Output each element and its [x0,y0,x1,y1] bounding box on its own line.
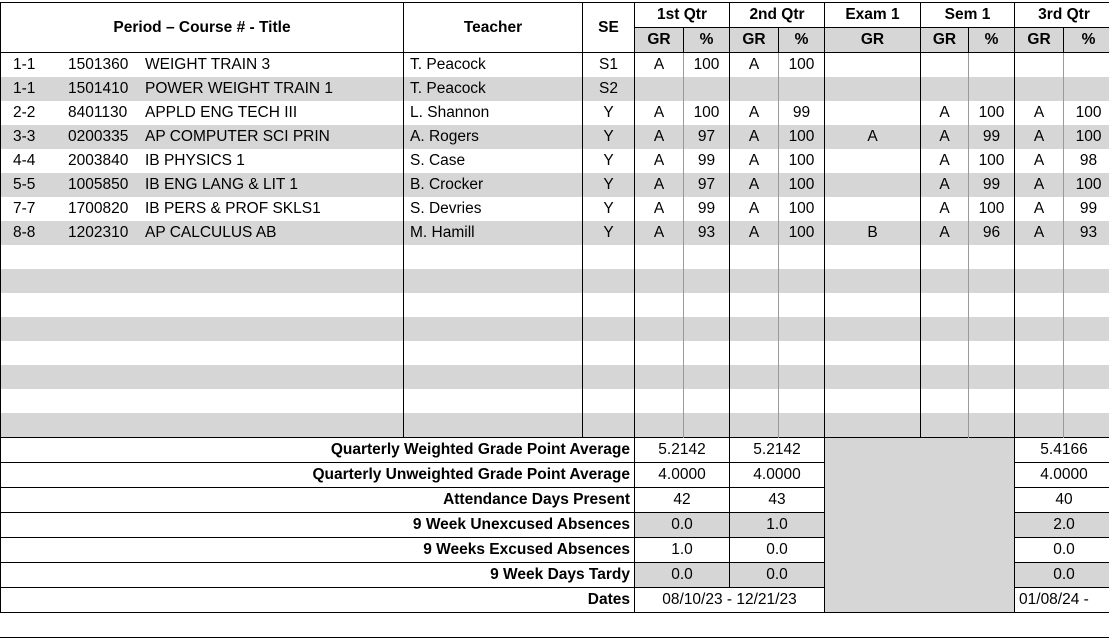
teacher-cell: M. Hamill [404,221,583,245]
course-cell [1,413,404,438]
q1-grade-cell [635,269,684,293]
q2-grade-cell [730,341,779,365]
course-number: 1005850 [68,176,129,193]
summary-label: Quarterly Unweighted Grade Point Average [1,463,635,488]
teacher-cell [404,365,583,389]
exam1-grade-cell [825,389,921,413]
sem1-percent-cell: 99 [969,173,1015,197]
summary-q3-value: 0.0 [1015,563,1109,588]
sem1-percent-cell [969,413,1015,438]
sem1-grade-cell: A [921,101,969,125]
q1-header: 1st Qtr [635,3,730,28]
blank-row [1,389,1109,413]
se-header: SE [583,3,635,53]
summary-label: Quarterly Weighted Grade Point Average [1,438,635,463]
summary-label: Attendance Days Present [1,488,635,513]
sem1-percent-cell [969,341,1015,365]
exam1-grade-cell [825,53,921,78]
sem1-grade-cell: A [921,197,969,221]
course-title: AP COMPUTER SCI PRIN [145,128,330,145]
sem1-grade-cell: A [921,149,969,173]
q1-percent-cell: 99 [684,149,730,173]
course-row [1,77,1109,101]
q3-grade-cell: A [1015,197,1064,221]
course-cell [1,365,404,389]
q1-grade-cell: A [635,149,684,173]
course-cell [1,317,404,341]
se-cell [583,413,635,438]
period: 2-2 [13,104,36,121]
q3-percent-cell [1064,269,1109,293]
q2-grade-cell: A [730,101,779,125]
grades-body [1,53,1109,438]
teacher-cell [404,341,583,365]
summary-q2-value: 0.0 [730,563,825,588]
course-number: 8401130 [68,104,128,121]
exam1-grade-cell [825,101,921,125]
q3-percent-cell [1064,341,1109,365]
course-row [1,149,1109,173]
exam1-header: Exam 1 [825,3,921,28]
q2-percent-cell [779,413,825,438]
se-cell: Y [583,197,635,221]
sem1-grade-cell [921,341,969,365]
se-cell [583,245,635,269]
q1-percent-cell: 93 [684,221,730,245]
course-number: 1501360 [68,56,129,73]
dates-q3-value: 01/08/24 - [1015,588,1109,613]
exam1-grade-cell [825,269,921,293]
sem1-percent-cell [969,317,1015,341]
period: 3-3 [13,128,36,145]
grades-table [0,2,1109,613]
se-cell: Y [583,101,635,125]
q1-grade-cell: A [635,173,684,197]
q2-grade-cell: A [730,149,779,173]
q2-pct-header: % [779,28,825,53]
q3-grade-cell [1015,245,1064,269]
exam1-grade-cell: A [825,125,921,149]
summary-q1-value: 42 [635,488,730,513]
course-row [1,125,1109,149]
course-cell [1,125,404,149]
summary-q2-value: 1.0 [730,513,825,538]
q1-percent-cell [684,413,730,438]
q2-percent-cell: 100 [779,53,825,78]
q2-grade-cell: A [730,53,779,78]
q1-percent-cell: 97 [684,173,730,197]
q1-percent-cell: 97 [684,125,730,149]
q3-percent-cell: 99 [1064,197,1109,221]
period: 1-1 [13,80,36,97]
summary-q1-value: 4.0000 [635,463,730,488]
course-cell [1,221,404,245]
q2-percent-cell [779,269,825,293]
teacher-cell [404,413,583,438]
q1-grade-cell [635,389,684,413]
q2-percent-cell: 100 [779,173,825,197]
q3-grade-cell: A [1015,173,1064,197]
teacher-cell: A. Rogers [404,125,583,149]
q1-percent-cell [684,317,730,341]
q3-percent-cell [1064,317,1109,341]
q1-grade-cell: A [635,101,684,125]
se-cell: S2 [583,77,635,101]
course-cell [1,269,404,293]
se-cell [583,293,635,317]
course-row [1,197,1109,221]
blank-row [1,269,1109,293]
sem1-grade-cell [921,269,969,293]
summary-q1-value: 0.0 [635,563,730,588]
q2-grade-cell [730,293,779,317]
summary-label: 9 Week Unexcused Absences [1,513,635,538]
course-title: IB PHYSICS 1 [145,152,245,169]
sem1-grade-cell [921,365,969,389]
se-cell: Y [583,125,635,149]
course-title: AP CALCULUS AB [145,224,277,241]
teacher-cell: L. Shannon [404,101,583,125]
q1-pct-header: % [684,28,730,53]
q3-percent-cell: 100 [1064,173,1109,197]
sem1-percent-cell: 100 [969,101,1015,125]
course-cell [1,149,404,173]
q2-grade-cell [730,413,779,438]
teacher-cell: S. Devries [404,197,583,221]
course-cell [1,101,404,125]
q1-percent-cell: 99 [684,197,730,221]
q2-percent-cell [779,389,825,413]
course-cell [1,173,404,197]
se-cell [583,269,635,293]
q3-gr-header: GR [1015,28,1064,53]
course-title: APPLD ENG TECH III [145,104,298,121]
q1-grade-cell: A [635,53,684,78]
blank-row [1,341,1109,365]
summary-q1-value: 1.0 [635,538,730,563]
q3-grade-cell [1015,269,1064,293]
period: 4-4 [13,152,36,169]
period: 1-1 [13,56,36,73]
exam1-grade-cell [825,173,921,197]
q3-percent-cell: 100 [1064,125,1109,149]
teacher-cell [404,269,583,293]
q2-percent-cell: 99 [779,101,825,125]
summary-gap-block [825,438,1015,613]
blank-row [1,293,1109,317]
q1-grade-cell [635,77,684,101]
sem1-percent-cell [969,389,1015,413]
q2-percent-cell [779,365,825,389]
summary-q3-value: 2.0 [1015,513,1109,538]
q2-grade-cell [730,77,779,101]
teacher-cell: B. Crocker [404,173,583,197]
summary-q3-value: 4.0000 [1015,463,1109,488]
q3-percent-cell [1064,53,1109,78]
q2-grade-cell: A [730,125,779,149]
blank-row [1,413,1109,438]
teacher-header: Teacher [404,3,583,53]
q2-percent-cell: 100 [779,149,825,173]
exam1-grade-cell: B [825,221,921,245]
q3-percent-cell [1064,77,1109,101]
se-cell: Y [583,221,635,245]
course-row [1,221,1109,245]
q1-grade-cell [635,341,684,365]
course-row [1,173,1109,197]
q2-header: 2nd Qtr [730,3,825,28]
summary-q2-value: 5.2142 [730,438,825,463]
sem1-percent-cell [969,269,1015,293]
q1-grade-cell: A [635,221,684,245]
q3-grade-cell: A [1015,125,1064,149]
period: 8-8 [13,224,36,241]
sem1-percent-cell [969,293,1015,317]
summary-q1-value: 5.2142 [635,438,730,463]
exam1-gr-header: GR [825,28,921,53]
q3-pct-header: % [1064,28,1109,53]
q3-grade-cell [1015,365,1064,389]
q1-percent-cell [684,365,730,389]
sem1-percent-cell: 100 [969,197,1015,221]
q3-percent-cell [1064,413,1109,438]
table-header [1,3,1109,53]
q3-grade-cell: A [1015,221,1064,245]
sem1-percent-cell [969,77,1015,101]
course-row [1,53,1109,78]
exam1-grade-cell [825,341,921,365]
teacher-cell: S. Case [404,149,583,173]
q2-grade-cell [730,269,779,293]
summary-q2-value: 0.0 [730,538,825,563]
summary-body [1,438,1109,613]
q2-percent-cell [779,317,825,341]
teacher-cell [404,293,583,317]
q2-grade-cell: A [730,173,779,197]
q1-grade-cell: A [635,197,684,221]
q1-percent-cell [684,341,730,365]
course-number: 0200335 [68,128,129,145]
q1-percent-cell [684,269,730,293]
sem1-percent-cell: 100 [969,149,1015,173]
q2-grade-cell: A [730,221,779,245]
q1-gr-header: GR [635,28,684,53]
q1-percent-cell [684,293,730,317]
q2-percent-cell: 100 [779,197,825,221]
q1-percent-cell [684,389,730,413]
sem1-grade-cell: A [921,173,969,197]
q1-grade-cell [635,317,684,341]
exam1-grade-cell [825,197,921,221]
sem1-grade-cell [921,53,969,78]
sem1-pct-header: % [969,28,1015,53]
se-cell [583,317,635,341]
q2-percent-cell: 100 [779,125,825,149]
course-title: IB PERS & PROF SKLS1 [145,200,321,217]
q1-grade-cell [635,413,684,438]
q3-percent-cell: 100 [1064,101,1109,125]
sem1-header: Sem 1 [921,3,1015,28]
q2-percent-cell [779,245,825,269]
q2-grade-cell [730,245,779,269]
bottom-rule [0,637,1109,638]
course-title: WEIGHT TRAIN 3 [145,56,271,73]
q3-percent-cell [1064,389,1109,413]
q3-percent-cell: 93 [1064,221,1109,245]
sem1-grade-cell [921,413,969,438]
course-title: POWER WEIGHT TRAIN 1 [145,80,334,97]
blank-row [1,365,1109,389]
q2-percent-cell: 100 [779,221,825,245]
q1-percent-cell: 100 [684,101,730,125]
sem1-grade-cell [921,77,969,101]
q2-grade-cell: A [730,197,779,221]
sem1-percent-cell [969,53,1015,78]
q1-percent-cell [684,245,730,269]
exam1-grade-cell [825,413,921,438]
course-cell [1,77,404,101]
q2-gr-header: GR [730,28,779,53]
se-cell: Y [583,173,635,197]
sem1-grade-cell: A [921,221,969,245]
q1-percent-cell: 100 [684,53,730,78]
course-number: 2003840 [68,152,129,169]
course-row [1,101,1109,125]
teacher-cell: T. Peacock [404,77,583,101]
course-cell [1,389,404,413]
exam1-grade-cell [825,365,921,389]
q1-grade-cell [635,365,684,389]
se-cell [583,389,635,413]
q3-grade-cell [1015,341,1064,365]
blank-row [1,245,1109,269]
teacher-cell [404,389,583,413]
q2-grade-cell [730,317,779,341]
q3-grade-cell: A [1015,101,1064,125]
blank-row [1,317,1109,341]
summary-row [1,438,1109,463]
q3-grade-cell [1015,77,1064,101]
course-cell [1,341,404,365]
sem1-percent-cell: 99 [969,125,1015,149]
q3-percent-cell [1064,245,1109,269]
period: 7-7 [13,200,36,217]
q2-percent-cell [779,341,825,365]
q1-percent-cell [684,77,730,101]
q3-grade-cell [1015,413,1064,438]
q3-grade-cell [1015,317,1064,341]
course-cell [1,53,404,78]
q1-grade-cell [635,293,684,317]
sem1-gr-header: GR [921,28,969,53]
summary-q2-value: 43 [730,488,825,513]
sem1-percent-cell [969,365,1015,389]
teacher-cell [404,245,583,269]
exam1-grade-cell [825,317,921,341]
course-title: IB ENG LANG & LIT 1 [145,176,299,193]
course-cell [1,293,404,317]
se-cell [583,341,635,365]
exam1-grade-cell [825,293,921,317]
q3-percent-cell [1064,365,1109,389]
sem1-grade-cell [921,245,969,269]
sem1-grade-cell [921,389,969,413]
exam1-grade-cell [825,77,921,101]
course-number: 1501410 [68,80,129,97]
q1-grade-cell [635,245,684,269]
q3-grade-cell: A [1015,149,1064,173]
teacher-cell: T. Peacock [404,53,583,78]
sem1-grade-cell [921,317,969,341]
period: 5-5 [13,176,36,193]
course-cell [1,245,404,269]
course-number: 1202310 [68,224,129,241]
sem1-percent-cell [969,245,1015,269]
dates-label: Dates [1,588,635,613]
teacher-cell [404,317,583,341]
q2-percent-cell [779,77,825,101]
q3-grade-cell [1015,53,1064,78]
summary-q1-value: 0.0 [635,513,730,538]
q2-grade-cell [730,365,779,389]
course-header: Period – Course # - Title [1,3,404,53]
dates-q12-value: 08/10/23 - 12/21/23 [635,588,825,613]
sem1-grade-cell: A [921,125,969,149]
se-cell: Y [583,149,635,173]
q2-grade-cell [730,389,779,413]
q2-percent-cell [779,293,825,317]
q1-grade-cell: A [635,125,684,149]
summary-label: 9 Week Days Tardy [1,563,635,588]
summary-q3-value: 5.4166 [1015,438,1109,463]
exam1-grade-cell [825,149,921,173]
course-number: 1700820 [68,200,129,217]
summary-label: 9 Weeks Excused Absences [1,538,635,563]
q3-grade-cell [1015,389,1064,413]
sem1-grade-cell [921,293,969,317]
q3-grade-cell [1015,293,1064,317]
q3-percent-cell [1064,293,1109,317]
summary-q3-value: 0.0 [1015,538,1109,563]
summary-q3-value: 40 [1015,488,1109,513]
se-cell [583,365,635,389]
se-cell: S1 [583,53,635,78]
q3-header: 3rd Qtr [1015,3,1109,28]
course-cell [1,197,404,221]
sem1-percent-cell: 96 [969,221,1015,245]
summary-q2-value: 4.0000 [730,463,825,488]
exam1-grade-cell [825,245,921,269]
q3-percent-cell: 98 [1064,149,1109,173]
